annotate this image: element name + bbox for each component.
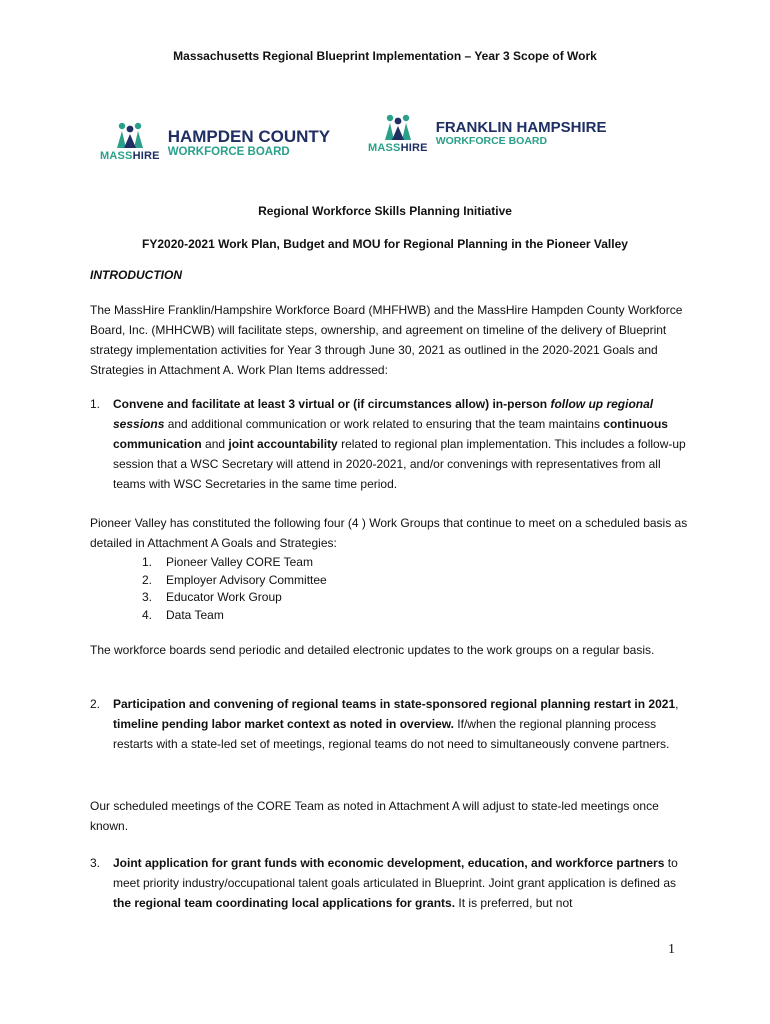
item-number: 2. bbox=[90, 697, 101, 711]
work-plan-item-3 bbox=[90, 853, 690, 913]
page-number: 1 bbox=[668, 942, 675, 957]
masshire-mark bbox=[368, 114, 428, 154]
intro-heading: INTRODUCTION bbox=[90, 268, 182, 282]
people-icon bbox=[380, 114, 416, 140]
hampden-county-logo bbox=[100, 122, 330, 162]
updates-paragraph: The workforce boards send periodic and detailed electronic updates to the work groups on a regular basis. bbox=[90, 643, 655, 657]
logo-board: WORKFORCE BOARD bbox=[167, 145, 290, 158]
document-title: Regional Workforce Skills Planning Initiative bbox=[258, 204, 512, 218]
logo-name: HAMPDEN COUNTY bbox=[167, 127, 331, 146]
item-number: 3. bbox=[90, 856, 101, 870]
document-subtitle: FY2020-2021 Work Plan, Budget and MOU for Regional Planning in the Pioneer Valley bbox=[142, 237, 628, 251]
logo-board: WORKFORCE BOARD bbox=[435, 134, 548, 147]
org-name bbox=[436, 120, 607, 147]
item-number: 1. bbox=[90, 397, 101, 411]
list-item: 1. Pioneer Valley CORE Team bbox=[142, 555, 313, 569]
work-plan-item-2 bbox=[90, 694, 690, 754]
logo-name: FRANKLIN HAMPSHIRE bbox=[435, 119, 607, 136]
org-name bbox=[168, 128, 330, 158]
item-body: Joint application for grant funds with economic development, education, and workforce partners to meet priority industry/occupational talent goals articulated in Blueprint. Joint grant application is defined as the regional team coordinating local applications for grants. It is preferred, but not bbox=[113, 856, 678, 910]
people-icon bbox=[112, 122, 148, 148]
list-item: 3. Educator Work Group bbox=[142, 590, 282, 605]
list-item: 2. Employer Advisory Committee bbox=[142, 572, 327, 587]
work-groups-list bbox=[142, 554, 327, 625]
page-header: Massachusetts Regional Blueprint Implementation – Year 3 Scope of Work bbox=[173, 49, 597, 63]
item-body: Convene and facilitate at least 3 virtual or (if circumstances allow) in-person follow up regional sessions and additional communication or work related to ensuring that the team maintains continuous communication and joint accountability related to regional plan implementation. This includes a follow-up session that a WSC Secretary will attend in 2020-2021, and/or convenings with representatives from all teams with WSC Secretaries in the same time period. bbox=[113, 397, 686, 491]
masshire-wordmark: MASSHIRE bbox=[100, 150, 160, 162]
work-groups-paragraph: Pioneer Valley has constituted the following four (4 ) Work Groups that continue to meet on a scheduled basis as detailed in Attachment A Goals and Strategies: bbox=[90, 516, 688, 550]
list-item: 4. Data Team bbox=[142, 608, 224, 623]
intro-paragraph: The MassHire Franklin/Hampshire Workforce Board (MHFHWB) and the MassHire Hampden County Workforce Board, Inc. (MHHCWB) will facilitate steps, ownership, and agreement on timeline of the delivery of Blueprint strategy implementation activities for Year 3 through June 30, 2021 as outlined in the 2020-2021 Goals and Strategies in Attachment A. Work Plan Items addressed: bbox=[90, 303, 683, 377]
core-paragraph: Our scheduled meetings of the CORE Team as noted in Attachment A will adjust to state-led meetings once known. bbox=[90, 799, 659, 833]
masshire-mark bbox=[100, 122, 160, 162]
masshire-wordmark: MASSHIRE bbox=[368, 142, 428, 154]
item-body: Participation and convening of regional teams in state-sponsored regional planning restart in 2021, timeline pending labor market context as noted in overview. If/when the regional planning process restarts with a state-led set of meetings, regional teams do not need to simultaneously convene partners. bbox=[113, 697, 679, 751]
work-plan-item-1 bbox=[90, 394, 690, 494]
franklin-hampshire-logo bbox=[368, 114, 607, 154]
